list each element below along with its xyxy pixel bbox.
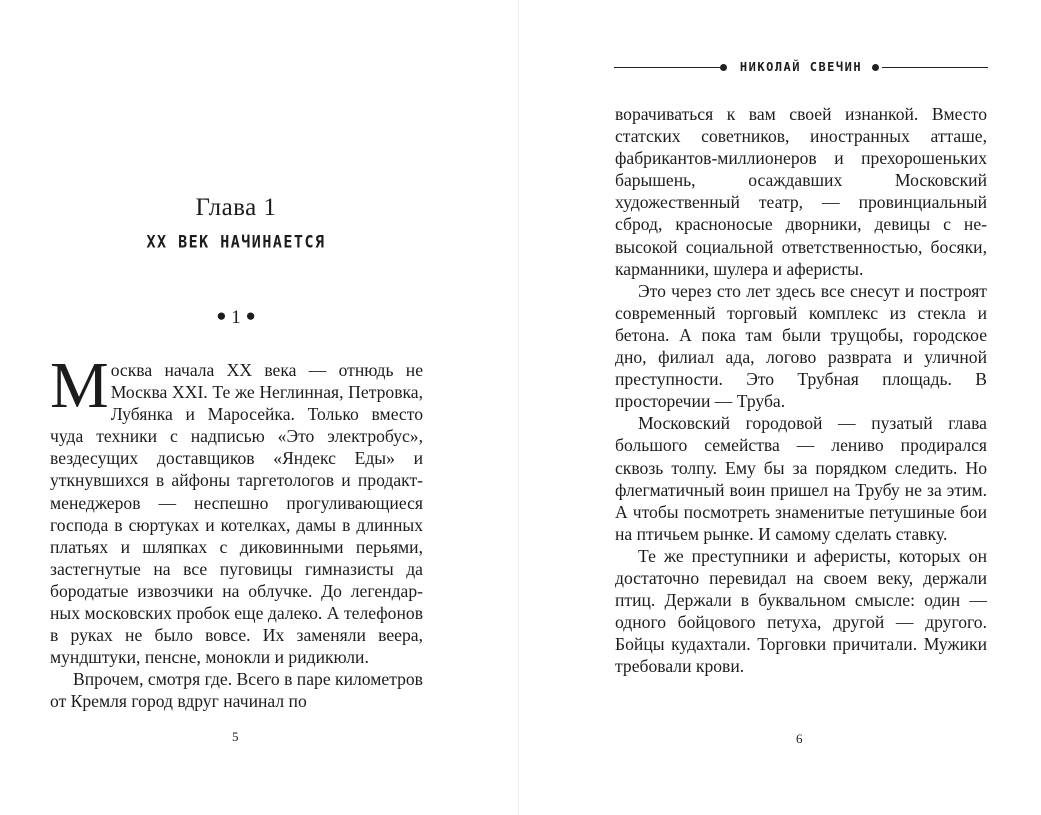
paragraph-text: осква начала XX века — отнюдь не Москва XXI. Те же Неглинная, Петровка, Лубянка и Маросейка. Только вместо чуда техники с надписью «Это электробус», вездесущих доставщиков «Яндекс Еды» и уткнувшихся в айфоны таргетологов и продакт-менеджеров — неспешно прогуливающиеся господа в сюртуках и котелках, дамы в длинных платьях и шляпках с диковинными перьями, застегнутые на все пуговицы гимназисты да бородатые извозчики на облучке. До легендарных московских пробок еще далеко. А телефонов в руках не было вовсе. Их заменяли веера, мундштуки, пенсне, монокли и ридикюли. bbox=[50, 360, 423, 668]
running-head-rule bbox=[614, 67, 720, 68]
running-head-rule bbox=[882, 67, 988, 68]
page-number: 6 bbox=[796, 731, 803, 746]
chapter-subtitle: XX ВЕК НАЧИНАЕТСЯ bbox=[146, 231, 326, 253]
paragraph: Впрочем, смотря где. Всего в паре километров от Кремля город вдруг начинал по bbox=[50, 669, 423, 712]
chapter-title: Глава 1 bbox=[195, 194, 277, 221]
paragraph: Это через сто лет здесь все снесут и построят современный торговый комплекс из стекла и бетона. А пока там были трущобы, городское дно, филиал ада, логово разврата и уличной преступности. Это Трубная площадь. В просторечии — Труба. bbox=[615, 280, 987, 412]
paragraph: Московский городовой — пузатый глава большого семейства — лениво продирался сквозь толпу. Ему бы за порядком следить. Но флегматичный воин пришел на Трубу не за этим. А чтобы посмотреть знаменитые петушиные бои на птичьем рынке. И самому сделать ставку. bbox=[615, 413, 987, 544]
running-head-author: НИКОЛАЙ СВЕЧИН bbox=[739, 60, 863, 74]
left-body-text bbox=[50, 349, 423, 713]
right-page bbox=[519, 0, 1041, 815]
paragraph: Те же преступники и аферисты, которых он достаточно перевидал на своем веку, держали птиц. Держали в буквальном смысле: один — одного бойцового петуха, другой — другого. Бойцы кудахтали. Торговки причитали. Мужики требовали крови. bbox=[615, 545, 987, 677]
drop-cap: М bbox=[50, 349, 109, 422]
paragraph: ворачиваться к вам своей изнанкой. Вместо статских советников, иностранных атташе, фабрикантов-миллионеров и прехорошеньких барышень, осаждавших Московский художественный театр, — провинциальный сброд, красноносые дворники, девицы с невысокой социальной ответственностью, босяки, карманники, шулера и аферисты. bbox=[615, 104, 987, 279]
left-page bbox=[0, 0, 518, 815]
section-number: 1 bbox=[231, 307, 241, 328]
section-number-mark bbox=[50, 306, 422, 329]
bullet-icon bbox=[872, 64, 879, 71]
section-dot-left-icon: ● bbox=[216, 306, 227, 325]
section-dot-right-icon: ● bbox=[245, 306, 256, 325]
paragraph bbox=[50, 349, 423, 668]
bullet-icon bbox=[720, 64, 727, 71]
running-head bbox=[614, 58, 988, 78]
page-number: 5 bbox=[232, 729, 239, 744]
right-body-text bbox=[615, 103, 987, 677]
